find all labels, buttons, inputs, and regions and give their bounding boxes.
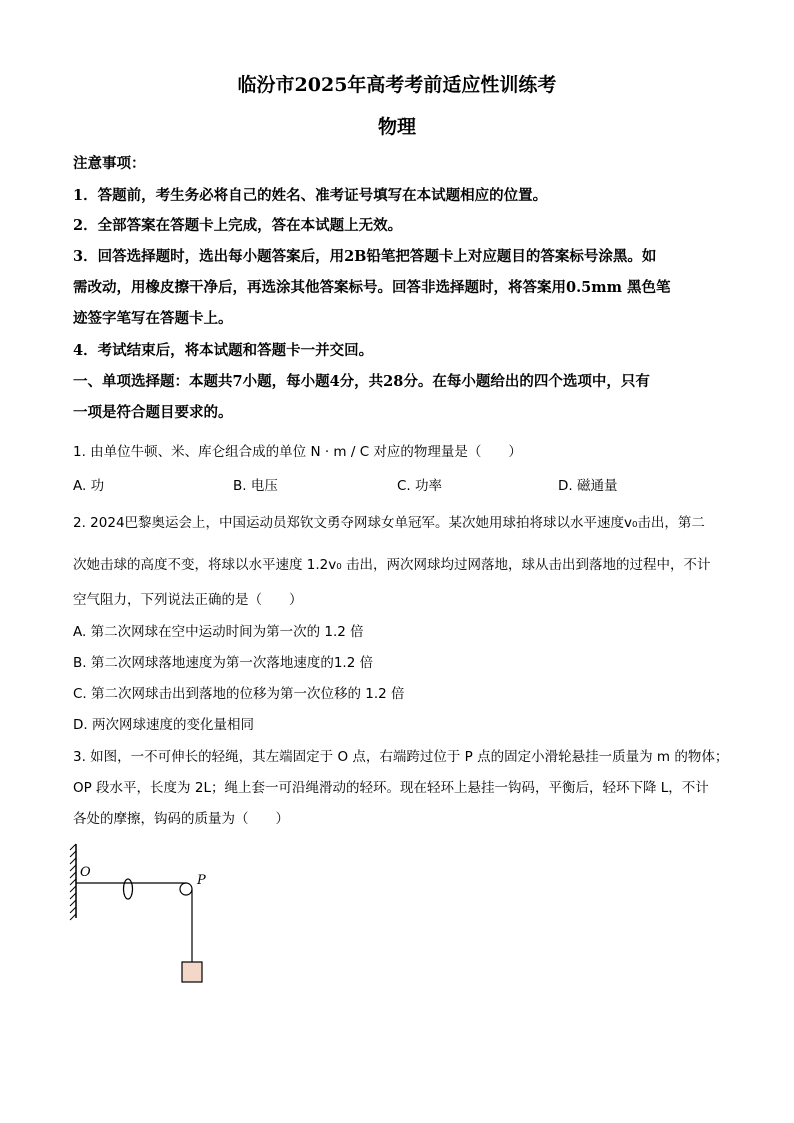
q2-option-a: A. 第二次网球在空中运动时间为第一次的 1.2 倍 (73, 624, 364, 640)
label-p: P (197, 873, 206, 888)
note-line-2: 2．全部答案在答题卡上完成，答在本试题上无效。 (73, 217, 403, 234)
wall (70, 844, 76, 920)
section-heading-line-1: 一、单项选择题：本题共7小题，每小题4分，共28分。在每小题给出的四个选项中，只有 (73, 373, 650, 390)
q1-stem: 1. 由单位牛顿、米、库仑组合成的单位 N · m / C 对应的物理量是（ ） (73, 444, 522, 460)
q1-option-c: C. 功率 (397, 478, 443, 494)
q1-option-d: D. 磁通量 (558, 478, 618, 494)
hanging-mass (182, 962, 202, 982)
q1-option-a: A. 功 (73, 478, 105, 494)
note-line-3: 3．回答选择题时，选出每小题答案后，用2B铅笔把答题卡上对应题目的答案标号涂黑。如 (73, 248, 657, 265)
note-line-6: 4．考试结束后，将本试题和答题卡一并交回。 (73, 342, 374, 359)
section-heading-line-2: 一项是符合题目要求的。 (73, 404, 233, 421)
pulley-diagram (60, 838, 220, 993)
label-o: O (80, 865, 91, 880)
note-line-1: 1．答题前，考生务必将自己的姓名、准考证号填写在本试题相应的位置。 (73, 187, 548, 204)
pulley (180, 883, 192, 895)
note-line-5: 迹签字笔写在答题卡上。 (73, 310, 233, 327)
note-line-4: 需改动，用橡皮擦干净后，再选涂其他答案标号。回答非选择题时，将答案用0.5mm 黑色笔 (73, 279, 671, 296)
q2-stem-line-1: 2. 2024巴黎奥运会上，中国运动员郑钦文勇夺网球女单冠军。某次她用球拍将球以水平速度v₀击出，第二 (73, 515, 705, 531)
notes-heading: 注意事项： (73, 155, 146, 172)
q2-option-d: D. 两次网球速度的变化量相同 (73, 717, 254, 733)
q2-stem-line-2: 次她击球的高度不变，将球以水平速度 1.2v₀ 击出，两次网球均过网落地，球从击出到落地的过程中，不计 (73, 557, 711, 573)
exam-title: 临汾市2025年高考考前适应性训练考 (237, 74, 557, 96)
subject-title: 物理 (377, 116, 416, 138)
light-ring (124, 879, 133, 899)
q3-stem-line-2: OP 段水平，长度为 2L；绳上套一可沿绳滑动的轻环。现在轻环上悬挂一钩码，平衡后，轻环下降 L，不计 (73, 780, 709, 796)
q2-option-c: C. 第二次网球击出到落地的位移为第一次位移的 1.2 倍 (73, 686, 405, 702)
q3-stem-line-1: 3. 如图，一不可伸长的轻绳，其左端固定于 O 点，右端跨过位于 P 点的固定小滑轮悬挂一质量为 m 的物体； (73, 749, 729, 765)
q1-option-b: B. 电压 (233, 478, 278, 494)
q3-stem-line-3: 各处的摩擦，钩码的质量为（ ） (73, 811, 289, 827)
q2-option-b: B. 第二次网球落地速度为第一次落地速度的1.2 倍 (73, 655, 374, 671)
q2-stem-line-3: 空气阻力，下列说法正确的是（ ） (73, 592, 303, 608)
